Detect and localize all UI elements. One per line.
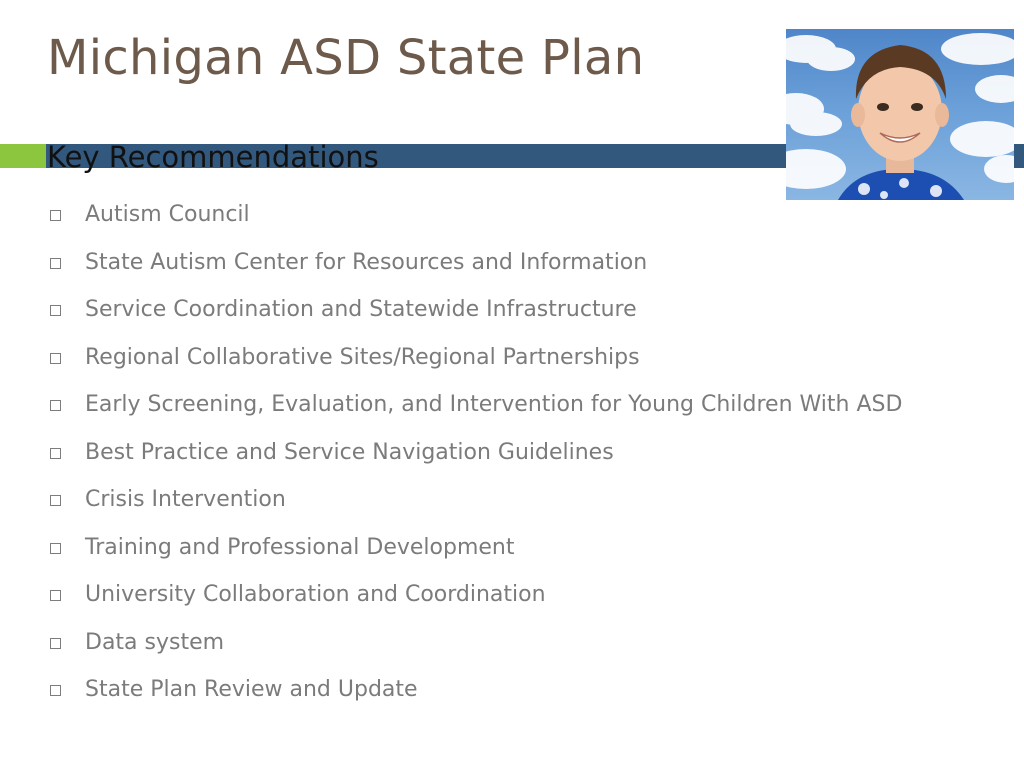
square-bullet-icon	[50, 258, 61, 269]
square-bullet-icon	[50, 448, 61, 459]
square-bullet-icon	[50, 353, 61, 364]
child-photo	[786, 29, 1014, 200]
square-bullet-icon	[50, 638, 61, 649]
list-item: Autism Council	[47, 196, 927, 233]
list-item: State Autism Center for Resources and Information	[47, 244, 927, 281]
list-item: Data system	[47, 624, 927, 661]
square-bullet-icon	[50, 685, 61, 696]
list-item: Service Coordination and Statewide Infrastructure	[47, 291, 927, 328]
list-item: Early Screening, Evaluation, and Intervention for Young Children With ASD	[47, 386, 927, 423]
square-bullet-icon	[50, 210, 61, 221]
accent-bar-green	[0, 144, 46, 168]
list-item: Training and Professional Development	[47, 529, 927, 566]
recommendations-list	[47, 196, 927, 719]
square-bullet-icon	[50, 400, 61, 411]
list-item: Crisis Intervention	[47, 481, 927, 518]
slide-title: Michigan ASD State Plan	[47, 30, 645, 86]
slide-subtitle: Key Recommendations	[47, 140, 379, 174]
list-item: University Collaboration and Coordination	[47, 576, 927, 613]
list-item: Regional Collaborative Sites/Regional Partnerships	[47, 339, 927, 376]
square-bullet-icon	[50, 495, 61, 506]
square-bullet-icon	[50, 590, 61, 601]
list-item: Best Practice and Service Navigation Guidelines	[47, 434, 927, 471]
list-item: State Plan Review and Update	[47, 671, 927, 708]
square-bullet-icon	[50, 543, 61, 554]
square-bullet-icon	[50, 305, 61, 316]
